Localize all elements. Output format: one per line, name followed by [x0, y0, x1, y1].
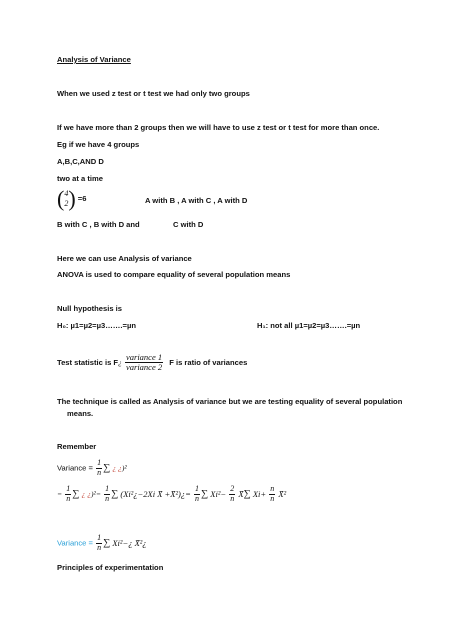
page-title: Analysis of Variance [57, 55, 131, 64]
binomial-bottom: 2 [64, 199, 69, 208]
remember-label: Remember [57, 442, 97, 451]
variance-expansion: = $\frac{1}{n}$ ∑ ¿ ¿)²= $\frac{1}{n}$ ∑ (Xi²¿−2Xi X̄ +X̄²)¿= $\frac{1}{n}$ ∑ Xi²− $\frac{2}{n}$ X̄∑ Xi+ $\frac{n}{n}$ X̄² [57, 484, 287, 503]
variance-ratio-fraction: $\frac{\text{variance 1}}{\text{variance 2}}$ [125, 352, 163, 373]
pairs-line-2b: C with D [173, 220, 204, 229]
variance-formula-1: Variance = $\frac{1}{n}$ ∑ ¿ ¿)² [57, 458, 127, 477]
pairs-line-2a: B with C , B with D and [57, 220, 140, 229]
binomial-line [57, 188, 86, 210]
fraction-one-over-n: $\frac{1}{n}$ [97, 458, 102, 477]
principles-heading: Principles of experimentation [57, 563, 164, 572]
paragraph-two-at-a-time: two at a time [57, 174, 103, 183]
paragraph-anova-def: ANOVA is used to compare equality of several population means [57, 270, 291, 279]
technique-line-2: means. [67, 409, 94, 418]
technique-line-1: The technique is called as Analysis of variance but we are testing equality of several population [57, 397, 403, 406]
binomial-top: 4 [64, 189, 69, 199]
binomial-coefficient: (4 2) [57, 186, 76, 211]
variance-formula-final: Variance = $\frac{1}{n}$ ∑ Xi²−¿ X̄²¿ [57, 533, 147, 552]
ratio-note: F is ratio of variances [169, 358, 248, 368]
h1-statement: H₁: not all µ1=µ2=µ3…….=µn [257, 321, 361, 330]
paragraph-anova-intro: Here we can use Analysis of variance [57, 254, 192, 263]
paragraph-groups-list: A,B,C,AND D [57, 157, 104, 166]
null-hypothesis-label: Null hypothesis is [57, 304, 122, 313]
test-statistic-line: Test statistic is F¿ $\frac{\text{variance 1}}{\text{variance 2}}$ F is ratio of variances [57, 352, 248, 373]
binomial-result: =6 [77, 194, 87, 204]
pairs-line-1: A with B , A with C , A with D [145, 196, 248, 205]
paragraph-two-groups: When we used z test or t test we had only two groups [57, 89, 250, 98]
paragraph-example: Eg if we have 4 groups [57, 140, 140, 149]
paragraph-more-groups: If we have more than 2 groups then we will have to use z test or t test for more than once. [57, 123, 380, 132]
h0-statement: H₀: µ1=µ2=µ3…….=µn [57, 321, 136, 330]
test-statistic-label: Test statistic is F [57, 358, 119, 368]
